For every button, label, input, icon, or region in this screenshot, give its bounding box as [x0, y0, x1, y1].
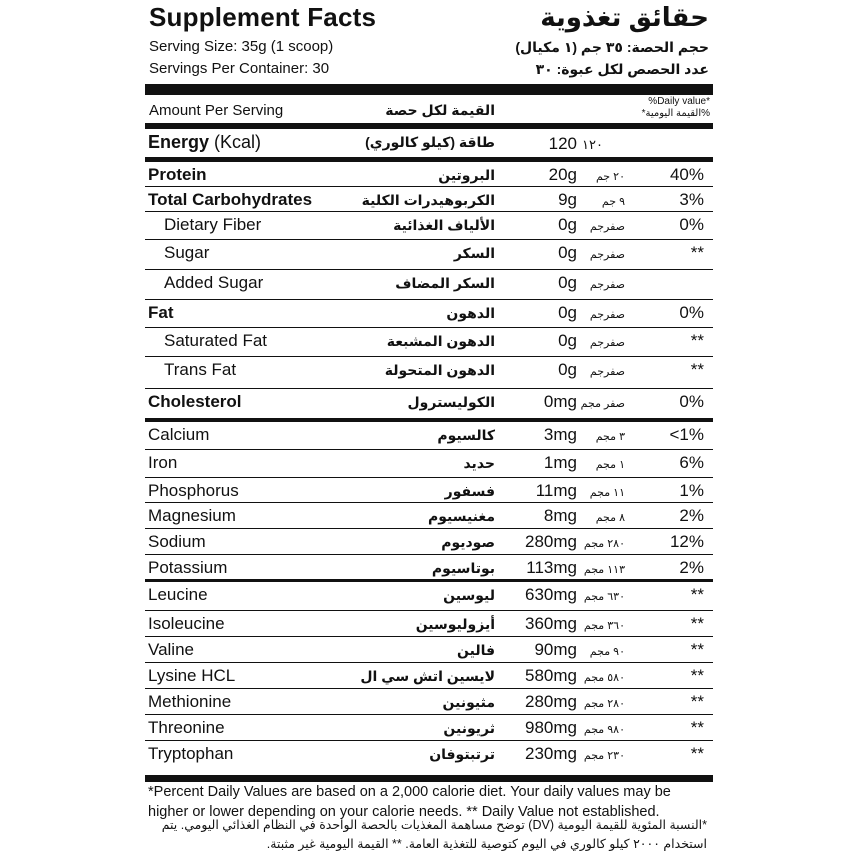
nutrient-row [145, 270, 713, 296]
nutrient-amount-ar: صفرجم [589, 309, 625, 321]
nutrient-amount: 8mg [543, 506, 577, 525]
nutrient-amount-ar: ٩٨٠ مجم [583, 724, 625, 736]
nutrient-name-ar: فسفور [444, 483, 495, 499]
nutrient-amount-ar: صفرجم [589, 221, 625, 233]
nutrient-name-ar: الدهون المشبعة [386, 333, 495, 349]
nutrient-name: Saturated Fat [164, 331, 268, 350]
daily-value: ** [690, 718, 704, 737]
nutrient-name: Iron [148, 453, 178, 472]
daily-value-header-ar: %القيمة اليومية* [641, 108, 710, 119]
nutrient-amount: 0g [558, 303, 577, 322]
daily-value: <1% [669, 425, 704, 444]
nutrient-amount-ar: ١١٣ مجم [583, 564, 625, 576]
nutrient-row [145, 212, 713, 238]
nutrient-name: Potassium [148, 558, 228, 577]
nutrient-amount-ar: ٢٨٠ مجم [583, 698, 625, 710]
row-divider [145, 239, 713, 240]
nutrient-row [145, 422, 713, 448]
nutrient-name: Magnesium [148, 506, 236, 525]
nutrient-name-ar: السكر [453, 245, 495, 261]
nutrient-name-ar: فالين [457, 642, 495, 658]
thick-divider-amount [145, 123, 713, 129]
daily-value: 0% [679, 392, 704, 411]
section-divider [145, 418, 713, 422]
row-divider [145, 269, 713, 270]
nutrient-amount-ar: ٥٨٠ مجم [583, 672, 625, 684]
nutrient-amount: 0g [558, 331, 577, 350]
nutrient-amount-ar: صفرجم [589, 337, 625, 349]
nutrient-name: Fat [148, 303, 174, 322]
nutrient-amount: 360mg [525, 614, 577, 633]
nutrient-amount-ar: صفرجم [589, 279, 625, 291]
nutrient-amount: 0g [558, 360, 577, 379]
row-divider [145, 688, 713, 689]
energy-value-ar: ١٢٠ [582, 137, 603, 152]
nutrient-name-ar: البروتين [438, 167, 495, 183]
nutrient-amount-ar: ٢٠ جم [595, 171, 625, 183]
row-divider [145, 636, 713, 637]
nutrient-name: Cholesterol [148, 392, 242, 411]
nutrient-row [145, 328, 713, 354]
energy-label: Energy (Kcal) [148, 132, 262, 152]
row-divider [145, 610, 713, 611]
nutrient-row [145, 689, 713, 715]
nutrient-row [145, 715, 713, 741]
nutrient-amount: 11mg [535, 481, 577, 500]
daily-value: ** [690, 585, 704, 604]
nutrient-amount: 280mg [525, 532, 577, 551]
nutrient-name-ar: بوتاسيوم [431, 560, 495, 576]
daily-value: 0% [679, 303, 704, 322]
daily-value: 0% [679, 215, 704, 234]
nutrient-name-ar: ترتبتوفان [429, 746, 495, 762]
nutrient-name: Protein [148, 165, 207, 184]
energy-label-ar: طاقة (كيلو كالوري) [365, 134, 495, 150]
nutrient-name: Isoleucine [148, 614, 225, 633]
daily-value: ** [690, 331, 704, 350]
daily-value: ** [690, 360, 704, 379]
nutrient-name: Valine [148, 640, 194, 659]
daily-value: ** [690, 243, 704, 262]
nutrient-name: Methionine [148, 692, 232, 711]
nutrient-amount-ar: ٩ جم [601, 196, 625, 208]
row-divider [145, 740, 713, 741]
nutrient-name: Calcium [148, 425, 210, 444]
daily-value: 1% [679, 481, 704, 500]
daily-value: 40% [669, 165, 704, 184]
nutrient-row [145, 663, 713, 689]
nutrient-row [145, 389, 713, 415]
nutrient-name-ar: مثيونين [442, 694, 495, 710]
nutrient-row [145, 741, 713, 767]
row-divider [145, 211, 713, 212]
nutrient-name-ar: أيزوليوسين [415, 616, 495, 632]
nutrient-amount-ar: صفرجم [589, 366, 625, 378]
nutrient-amount-ar: ٦٣٠ مجم [583, 591, 625, 603]
nutrient-row [145, 637, 713, 663]
nutrient-name-ar: ثريونين [443, 720, 495, 736]
row-divider [145, 356, 713, 357]
nutrient-name-ar: مغنيسيوم [428, 508, 495, 524]
nutrient-row [145, 187, 713, 213]
nutrient-amount: 113mg [526, 558, 577, 577]
nutrient-name-ar: ليوسين [443, 587, 495, 603]
thick-divider-top [145, 84, 713, 95]
amount-per-serving-ar: القيمة لكل حصة [385, 102, 495, 118]
nutrient-row [145, 162, 713, 188]
nutrient-name: Total Carbohydrates [148, 190, 313, 209]
servings-per-container-en: Servings Per Container: 30 [149, 60, 330, 77]
nutrient-name-ar: السكر المضاف [395, 275, 495, 291]
nutrient-row [145, 503, 713, 529]
nutrient-amount-ar: ٩٠ مجم [589, 646, 625, 658]
row-divider [145, 502, 713, 503]
nutrient-name: Lysine HCL [148, 666, 236, 685]
daily-value: ** [690, 666, 704, 685]
nutrient-amount: 0g [558, 243, 577, 262]
nutrient-name: Tryptophan [148, 744, 234, 763]
nutrient-row [145, 582, 713, 608]
nutrient-amount: 9g [558, 190, 577, 209]
nutrient-name-ar: الدهون [446, 305, 495, 321]
energy-value: 120 [548, 134, 577, 153]
nutrient-amount: 280mg [525, 692, 577, 711]
nutrient-name-ar: الكربوهيدرات الكلية [361, 192, 495, 208]
nutrient-amount: 20g [548, 165, 577, 184]
nutrient-name: Dietary Fiber [164, 215, 262, 234]
nutrient-name-ar: الكوليسترول [407, 394, 495, 410]
footnote-en: *Percent Daily Values are based on a 2,000 calorie diet. Your daily values may be higher or lower depending on your calorie needs. ** Daily Value not established. [148, 784, 671, 820]
daily-value: 6% [679, 453, 704, 472]
daily-value: ** [690, 640, 704, 659]
serving-size-ar: حجم الحصة: ٣٥ جم (١ مكيال) [515, 39, 709, 55]
nutrient-amount: 1mg [543, 453, 577, 472]
row-divider [145, 299, 713, 300]
nutrient-amount-ar: ٢٨٠ مجم [583, 538, 625, 550]
nutrient-amount: 0g [558, 215, 577, 234]
row-divider [145, 554, 713, 555]
nutrient-amount: 230mg [525, 744, 577, 763]
nutrient-amount-ar: صفرجم [589, 249, 625, 261]
row-divider [145, 528, 713, 529]
nutrient-amount: 630mg [525, 585, 577, 604]
nutrient-amount-ar: ٣٦٠ مجم [583, 620, 625, 632]
nutrient-name: Phosphorus [148, 481, 239, 500]
amount-per-serving-en: Amount Per Serving [149, 102, 284, 119]
nutrient-row [145, 240, 713, 266]
daily-value-header-en: %Daily value* [648, 96, 710, 107]
row-divider [145, 714, 713, 715]
row-divider [145, 186, 713, 187]
row-divider [145, 477, 713, 478]
title-ar: حقائق تغذوية [540, 2, 709, 32]
servings-per-container-ar: عدد الحصص لكل عبوة: ٣٠ [535, 61, 709, 77]
nutrient-row [145, 478, 713, 504]
nutrient-amount: 0g [558, 273, 577, 292]
nutrient-amount-ar: ١ مجم [595, 459, 625, 471]
footnote-ar: *النسبة المئوية للقيمة اليومية (DV) توضح مساهمة المغذيات بالحصة الواحدة في النظام الغذائي اليومي. يتم استخدام ٢٠٠٠ كيلو كالوري في اليوم كتوصية للتغذية العامة. ** القيمة اليومية غير مثبتة. [161, 818, 707, 851]
nutrient-name: Trans Fat [164, 360, 237, 379]
nutrient-row [145, 529, 713, 555]
nutrient-name: Leucine [148, 585, 208, 604]
nutrient-row [145, 611, 713, 637]
title-en: Supplement Facts [149, 2, 377, 32]
nutrient-name: Sugar [164, 243, 210, 262]
nutrient-row [145, 555, 713, 581]
row-divider [145, 449, 713, 450]
nutrient-amount-ar: ٢٣٠ مجم [583, 750, 625, 762]
row-divider [145, 388, 713, 389]
daily-value: 2% [679, 506, 704, 525]
row-divider [145, 327, 713, 328]
nutrient-name-ar: لايسين اتش سي ال [360, 668, 495, 684]
thick-divider-bottom [145, 775, 713, 782]
nutrient-amount-ar: ٣ مجم [595, 431, 625, 443]
nutrient-amount: 0mg [543, 392, 577, 411]
nutrient-amount: 980mg [525, 718, 577, 737]
nutrient-amount-ar: صفر مجم [580, 398, 625, 410]
daily-value: 3% [679, 190, 704, 209]
nutrient-row [145, 450, 713, 476]
nutrient-name-ar: كالسيوم [437, 427, 495, 443]
nutrient-name-ar: الألياف الغذائية [393, 217, 495, 233]
nutrient-row [145, 300, 713, 326]
nutrient-name-ar: الدهون المتحولة [384, 362, 495, 378]
nutrient-name: Added Sugar [164, 273, 264, 292]
nutrient-amount-ar: ١١ مجم [589, 487, 625, 499]
nutrient-name-ar: حديد [463, 455, 495, 471]
row-divider [145, 662, 713, 663]
daily-value: 2% [679, 558, 704, 577]
nutrient-name: Sodium [148, 532, 206, 551]
nutrient-name: Threonine [148, 718, 225, 737]
daily-value: ** [690, 614, 704, 633]
section-divider [145, 579, 713, 582]
daily-value: 12% [669, 532, 704, 551]
nutrient-amount: 580mg [525, 666, 577, 685]
nutrient-name-ar: صوديوم [441, 534, 495, 550]
daily-value: ** [690, 744, 704, 763]
nutrient-amount-ar: ٨ مجم [595, 512, 625, 524]
supplement-facts-panel [145, 0, 713, 855]
nutrient-amount: 90mg [534, 640, 577, 659]
daily-value: ** [690, 692, 704, 711]
nutrient-row [145, 357, 713, 383]
serving-size-en: Serving Size: 35g (1 scoop) [149, 38, 334, 55]
nutrient-amount: 3mg [543, 425, 577, 444]
energy-row [145, 131, 713, 157]
